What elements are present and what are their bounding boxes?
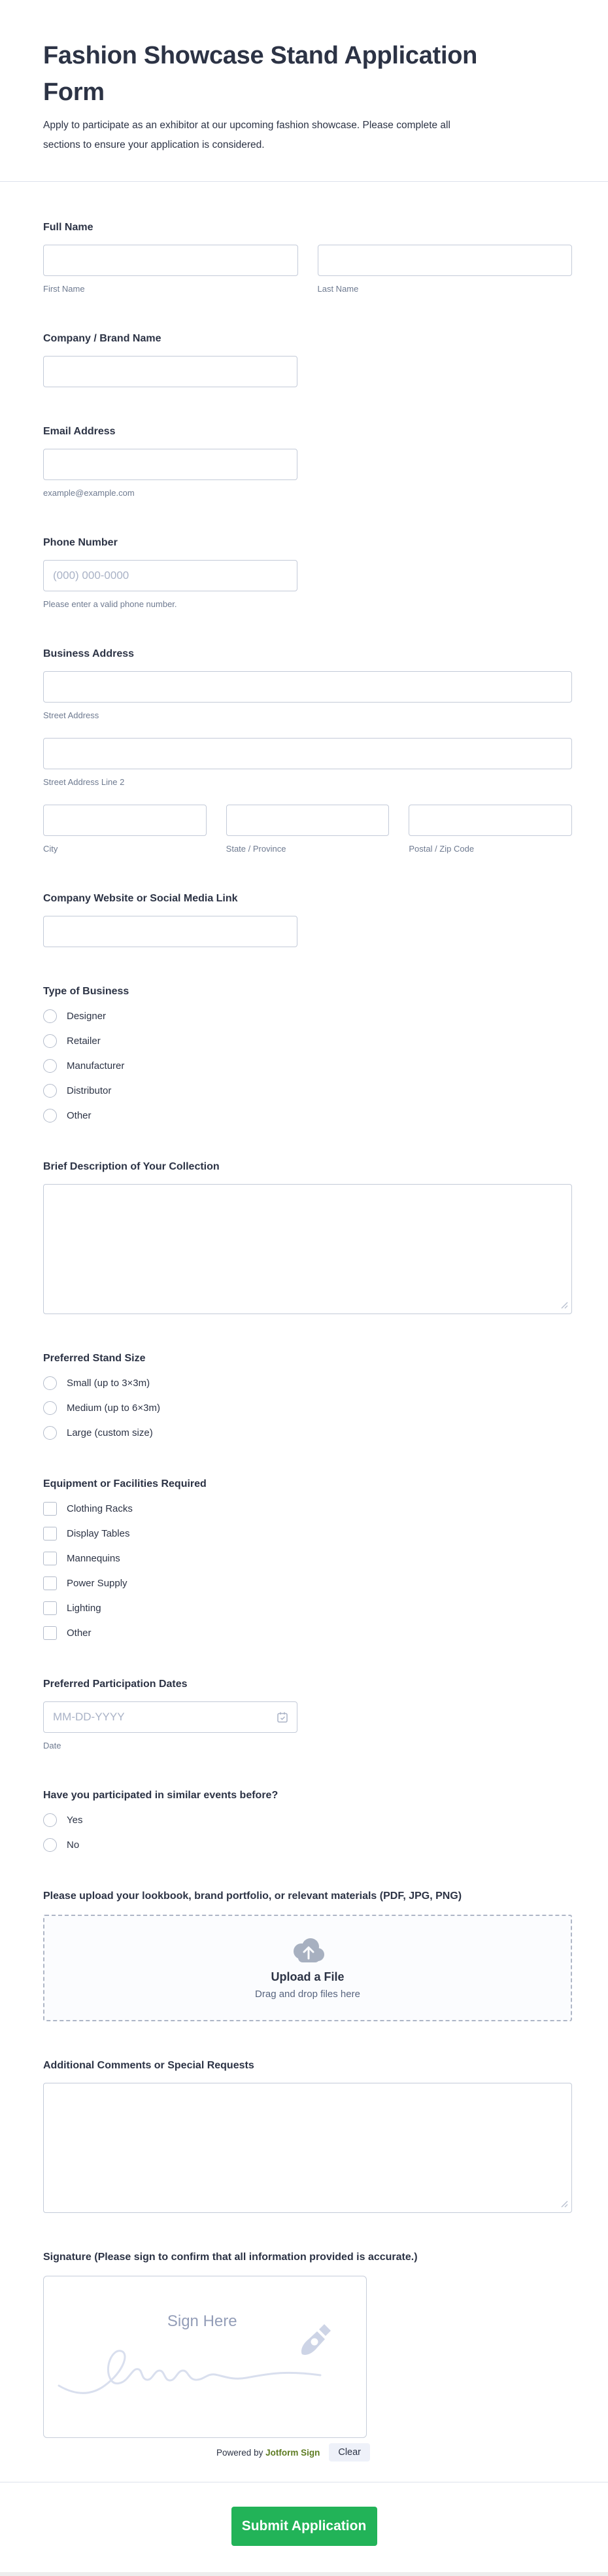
phone-ctrl xyxy=(43,560,572,610)
question-description xyxy=(43,1160,572,1314)
question-equipment xyxy=(43,1478,572,1640)
full-name-label: Full Name xyxy=(43,222,93,233)
checkbox-icon[interactable] xyxy=(43,1527,57,1540)
street-address2-input[interactable] xyxy=(43,738,572,769)
question-participated xyxy=(43,1789,572,1852)
checkbox-icon[interactable] xyxy=(43,1601,57,1615)
description-ctrl xyxy=(43,1184,572,1314)
postal-col xyxy=(409,805,572,854)
radio-icon[interactable] xyxy=(43,1838,57,1852)
description-textarea[interactable] xyxy=(43,1184,572,1314)
signature-placeholder xyxy=(44,2276,366,2437)
city-state-zip-row xyxy=(43,805,572,854)
stand-size-label: Preferred Stand Size xyxy=(43,1353,146,1364)
radio-option-manufacturer[interactable]: Manufacturer xyxy=(43,1059,572,1073)
signature-pad[interactable] xyxy=(43,2276,367,2438)
checkbox-option-lighting[interactable]: Lighting xyxy=(43,1601,572,1615)
signature-label: Signature (Please sign to confirm that all information provided is accurate.) xyxy=(43,2252,418,2263)
radio-option-designer[interactable]: Designer xyxy=(43,1009,572,1023)
comments-ctrl xyxy=(43,2083,572,2213)
last-name-input[interactable] xyxy=(318,245,573,276)
viewport-bottom-edge xyxy=(0,2572,608,2576)
equipment-options xyxy=(43,1502,572,1640)
stand-size-options xyxy=(43,1376,572,1440)
sign-here-text: Sign Here xyxy=(167,2312,237,2330)
upload-button-text[interactable]: Upload a File xyxy=(271,1970,345,1983)
clear-signature-button[interactable]: Clear xyxy=(329,2443,370,2462)
state-sublabel: State / Province xyxy=(226,844,286,854)
upload-label: Please upload your lookbook, brand portfolio, or relevant materials (PDF, JPG, PNG) xyxy=(43,1890,462,1902)
form-header xyxy=(0,0,608,155)
question-full-name xyxy=(43,221,572,294)
equipment-label: Equipment or Facilities Required xyxy=(43,1478,207,1489)
street-address2-sublabel: Street Address Line 2 xyxy=(43,777,125,787)
radio-option-no[interactable]: No xyxy=(43,1838,572,1852)
city-input[interactable] xyxy=(43,805,207,836)
page-title xyxy=(43,37,565,111)
question-business-type xyxy=(43,985,572,1123)
form-body xyxy=(0,182,608,2462)
radio-option-retailer[interactable]: Retailer xyxy=(43,1034,572,1048)
radio-icon[interactable] xyxy=(43,1009,57,1023)
calendar-check-icon[interactable] xyxy=(276,1711,289,1724)
question-dates xyxy=(43,1678,572,1751)
page-subtitle: Apply to participate as an exhibitor at our upcoming fashion showcase. Please complete all sections to ensure your application is considered. xyxy=(43,120,450,150)
last-name-sublabel: Last Name xyxy=(317,284,359,294)
radio-icon[interactable] xyxy=(43,1426,57,1440)
last-name-col xyxy=(318,245,573,294)
business-type-options xyxy=(43,1009,572,1123)
question-company-name xyxy=(43,332,572,387)
website-ctrl xyxy=(43,916,572,947)
radio-option-distributor[interactable]: Distributor xyxy=(43,1084,572,1098)
radio-icon[interactable] xyxy=(43,1376,57,1390)
radio-icon[interactable] xyxy=(43,1034,57,1048)
page-title-line2: Form xyxy=(43,78,105,106)
question-upload xyxy=(43,1890,572,2021)
state-input[interactable] xyxy=(226,805,390,836)
company-name-ctrl xyxy=(43,356,572,387)
question-business-address xyxy=(43,648,572,854)
checkbox-icon[interactable] xyxy=(43,1626,57,1640)
radio-option-medium[interactable]: Medium (up to 6×3m) xyxy=(43,1401,572,1415)
participated-options xyxy=(43,1813,572,1852)
phone-input[interactable] xyxy=(43,560,297,591)
radio-icon[interactable] xyxy=(43,1059,57,1073)
company-name-input[interactable] xyxy=(43,356,297,387)
pen-nib-icon xyxy=(297,2322,337,2359)
city-sublabel: City xyxy=(43,844,58,854)
jotform-sign-brand: Jotform Sign xyxy=(265,2447,320,2458)
signature-footer xyxy=(43,2443,370,2462)
company-name-label: Company / Brand Name xyxy=(43,333,161,344)
comments-label: Additional Comments or Special Requests xyxy=(43,2060,254,2071)
radio-icon[interactable] xyxy=(43,1813,57,1827)
street-address2-ctrl xyxy=(43,738,572,788)
question-phone xyxy=(43,536,572,610)
postal-input[interactable] xyxy=(409,805,572,836)
email-label: Email Address xyxy=(43,426,116,437)
dates-label: Preferred Participation Dates xyxy=(43,1679,188,1690)
page-title-line1: Fashion Showcase Stand Application xyxy=(43,42,478,69)
street-address-input[interactable] xyxy=(43,671,572,703)
radio-option-small[interactable]: Small (up to 3×3m) xyxy=(43,1376,572,1390)
radio-icon[interactable] xyxy=(43,1401,57,1415)
checkbox-option-mannequins[interactable]: Mannequins xyxy=(43,1552,572,1565)
question-comments xyxy=(43,2059,572,2213)
checkbox-option-other-equipment[interactable]: Other xyxy=(43,1626,572,1640)
question-signature xyxy=(43,2251,572,2462)
website-input[interactable] xyxy=(43,916,297,947)
state-col xyxy=(226,805,390,854)
checkbox-option-power-supply[interactable]: Power Supply xyxy=(43,1576,572,1590)
street-address-sublabel: Street Address xyxy=(43,710,99,720)
radio-option-yes[interactable]: Yes xyxy=(43,1813,572,1827)
phone-label: Phone Number xyxy=(43,537,118,548)
comments-textarea[interactable] xyxy=(43,2083,572,2213)
checkbox-option-clothing-racks[interactable]: Clothing Racks xyxy=(43,1502,572,1516)
city-col xyxy=(43,805,207,854)
first-name-col xyxy=(43,245,298,294)
checkbox-option-display-tables[interactable]: Display Tables xyxy=(43,1527,572,1540)
first-name-input[interactable] xyxy=(43,245,298,276)
date-sublabel: Date xyxy=(43,1741,61,1750)
email-sublabel: example@example.com xyxy=(43,488,135,498)
upload-hint-text: Drag and drop files here xyxy=(255,1989,360,2000)
date-input[interactable] xyxy=(43,1701,297,1733)
radio-icon[interactable] xyxy=(43,1109,57,1123)
first-name-sublabel: First Name xyxy=(43,284,85,294)
checkbox-icon[interactable] xyxy=(43,1576,57,1590)
submit-button[interactable]: Submit Application xyxy=(231,2507,377,2546)
signature-squiggle-icon xyxy=(55,2323,329,2401)
email-input[interactable] xyxy=(43,449,297,480)
website-label: Company Website or Social Media Link xyxy=(43,893,238,904)
checkbox-icon[interactable] xyxy=(43,1552,57,1565)
date-ctrl xyxy=(43,1701,297,1751)
question-website xyxy=(43,892,572,947)
full-name-row xyxy=(43,245,572,294)
file-upload-dropzone[interactable] xyxy=(43,1915,572,2021)
business-address-label: Business Address xyxy=(43,648,135,659)
powered-by-text: Powered by Jotform Sign xyxy=(216,2447,320,2458)
phone-sublabel: Please enter a valid phone number. xyxy=(43,599,177,609)
submit-row xyxy=(0,2482,608,2572)
description-label: Brief Description of Your Collection xyxy=(43,1161,220,1172)
participated-label: Have you participated in similar events before? xyxy=(43,1790,279,1801)
cloud-upload-icon xyxy=(290,1936,326,1964)
radio-icon[interactable] xyxy=(43,1084,57,1098)
postal-sublabel: Postal / Zip Code xyxy=(409,844,475,854)
question-email xyxy=(43,425,572,498)
radio-option-other-business[interactable]: Other xyxy=(43,1109,572,1123)
checkbox-icon[interactable] xyxy=(43,1502,57,1516)
question-stand-size xyxy=(43,1352,572,1440)
radio-option-large[interactable]: Large (custom size) xyxy=(43,1426,572,1440)
business-type-label: Type of Business xyxy=(43,986,129,997)
street-address-ctrl xyxy=(43,671,572,721)
email-ctrl xyxy=(43,449,572,498)
